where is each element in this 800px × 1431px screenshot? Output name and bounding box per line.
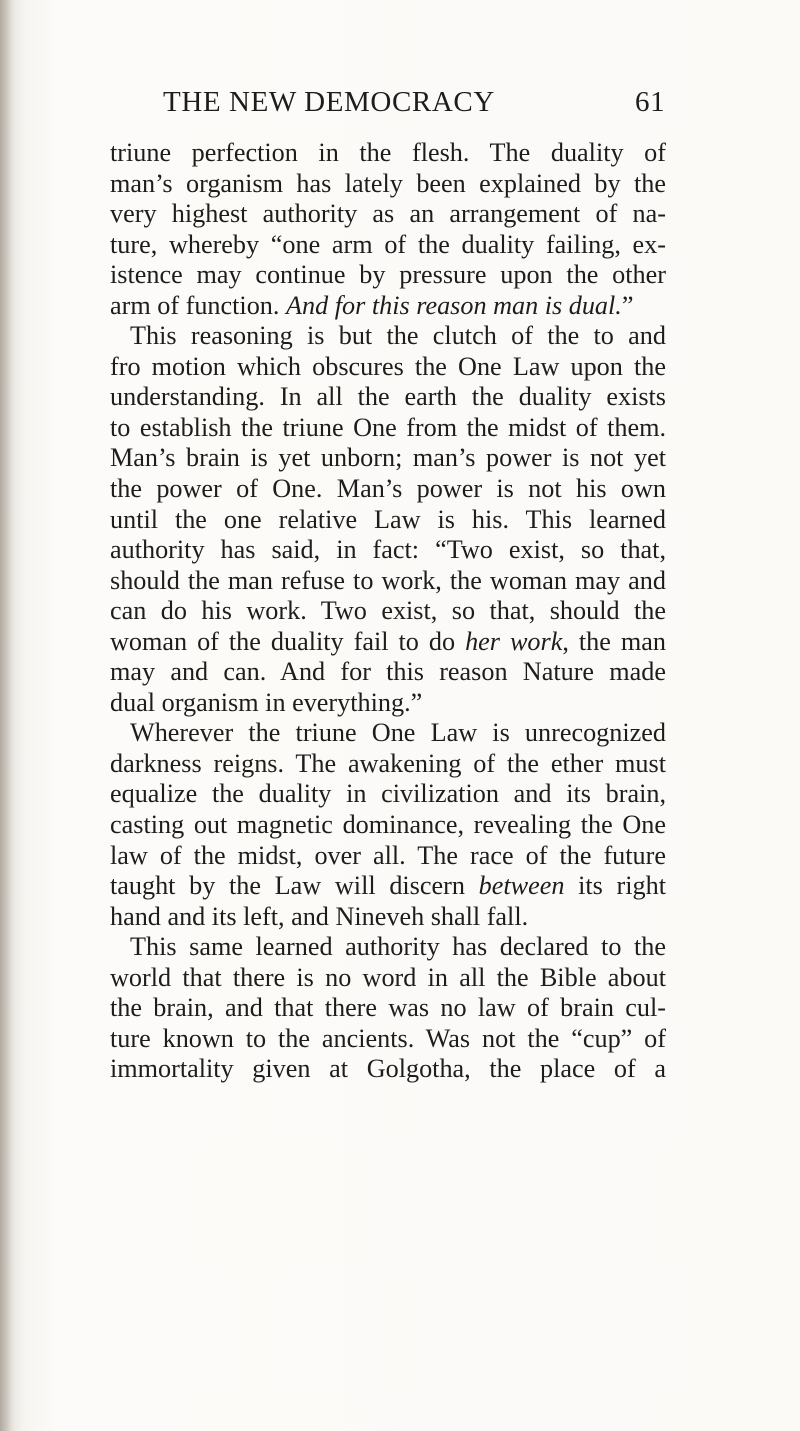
text-line <box>110 871 666 902</box>
text-line <box>110 291 666 322</box>
text-segment: immortality given at Golgotha, the place of a <box>110 1054 666 1084</box>
text-line <box>110 779 666 810</box>
text-line <box>110 505 666 536</box>
italic-text-segment: between <box>478 871 565 901</box>
text-segment: Wherever the triune One Law is unrecognized <box>130 718 666 748</box>
paragraph <box>110 932 666 1085</box>
text-segment: casting out magnetic dominance, revealing the One <box>110 810 666 840</box>
text-line <box>110 657 666 688</box>
text-line <box>110 902 666 933</box>
text-segment: can do his work. Two exist, so that, should the <box>110 596 666 626</box>
text-line <box>110 352 666 383</box>
text-segment: ture, whereby “one arm of the duality failing, ex- <box>110 229 666 259</box>
text-line <box>110 1054 666 1085</box>
text-segment: , the man <box>562 626 666 656</box>
text-segment: woman of the duality fail to do <box>110 626 466 656</box>
text-line <box>110 260 666 291</box>
text-segment: This same learned authority has declared to the <box>130 932 666 962</box>
text-line <box>110 841 666 872</box>
text-line <box>110 596 666 627</box>
text-line <box>110 1024 666 1055</box>
text-segment: triune perfection in the flesh. The duality of <box>110 138 666 167</box>
text-segment: man’s organism has lately been explained by the <box>110 168 666 198</box>
text-segment: Man’s brain is yet unborn; man’s power is not yet <box>110 443 666 473</box>
text-line <box>110 963 666 994</box>
text-line <box>110 138 666 169</box>
text-line <box>110 993 666 1024</box>
text-segment: equalize the duality in civilization and its brain, <box>110 779 666 809</box>
text-line <box>110 688 666 719</box>
text-segment: the power of One. Man’s power is not his own <box>110 474 666 504</box>
text-line <box>110 443 666 474</box>
text-line <box>110 566 666 597</box>
text-segment: its right <box>564 871 667 901</box>
page-number: 61 <box>635 86 666 118</box>
text-line <box>110 413 666 444</box>
text-line <box>110 749 666 780</box>
paragraph <box>110 138 666 321</box>
text-segment: law of the midst, over all. The race of the future <box>110 840 666 870</box>
text-segment: This reasoning is but the clutch of the to and <box>130 321 666 351</box>
text-segment: until the one relative Law is his. This learned <box>110 504 666 534</box>
text-line <box>110 321 666 352</box>
text-segment: ture known to the ancients. Was not the “cup” of <box>110 1023 666 1053</box>
paragraph <box>110 321 666 718</box>
text-line <box>110 535 666 566</box>
text-segment: istence may continue by pressure upon the other <box>110 260 666 290</box>
text-line <box>110 199 666 230</box>
text-line <box>110 474 666 505</box>
text-segment: authority has said, in fact: “Two exist, so that, <box>110 535 666 565</box>
text-line <box>110 718 666 749</box>
text-segment: the brain, and that there was no law of brain cul- <box>110 993 666 1023</box>
text-line <box>110 932 666 963</box>
text-segment: dual organism in everything.” <box>110 687 423 717</box>
text-segment: to establish the triune One from the midst of them. <box>110 412 666 442</box>
text-segment: darkness reigns. The awakening of the ether must <box>110 748 666 778</box>
text-segment: fro motion which obscures the One Law upon the <box>110 351 666 381</box>
italic-text-segment: And for this reason man is dual. <box>286 290 622 320</box>
paragraph <box>110 718 666 932</box>
text-segment: world that there is no word in all the Bible about <box>110 962 666 992</box>
text-segment: very highest authority as an arrangement of na- <box>110 199 666 229</box>
running-title: THE NEW DEMOCRACY <box>163 86 495 118</box>
text-line <box>110 627 666 658</box>
text-segment: arm of function. <box>110 290 286 320</box>
gutter-shadow <box>0 0 14 1431</box>
text-segment: may and can. And for this reason Nature made <box>110 657 666 687</box>
text-line <box>110 230 666 261</box>
text-segment: hand and its left, and Nineveh shall fall. <box>110 901 529 931</box>
text-segment: taught by the Law will discern <box>110 871 479 901</box>
italic-text-segment: her work <box>465 626 563 656</box>
text-line <box>110 169 666 200</box>
running-head <box>163 86 683 126</box>
text-segment: ” <box>621 290 634 320</box>
text-segment: understanding. In all the earth the duality exists <box>110 382 666 412</box>
text-line <box>110 810 666 841</box>
text-segment: should the man refuse to work, the woman may and <box>110 565 666 595</box>
text-line <box>110 382 666 413</box>
body-text <box>110 138 666 1085</box>
